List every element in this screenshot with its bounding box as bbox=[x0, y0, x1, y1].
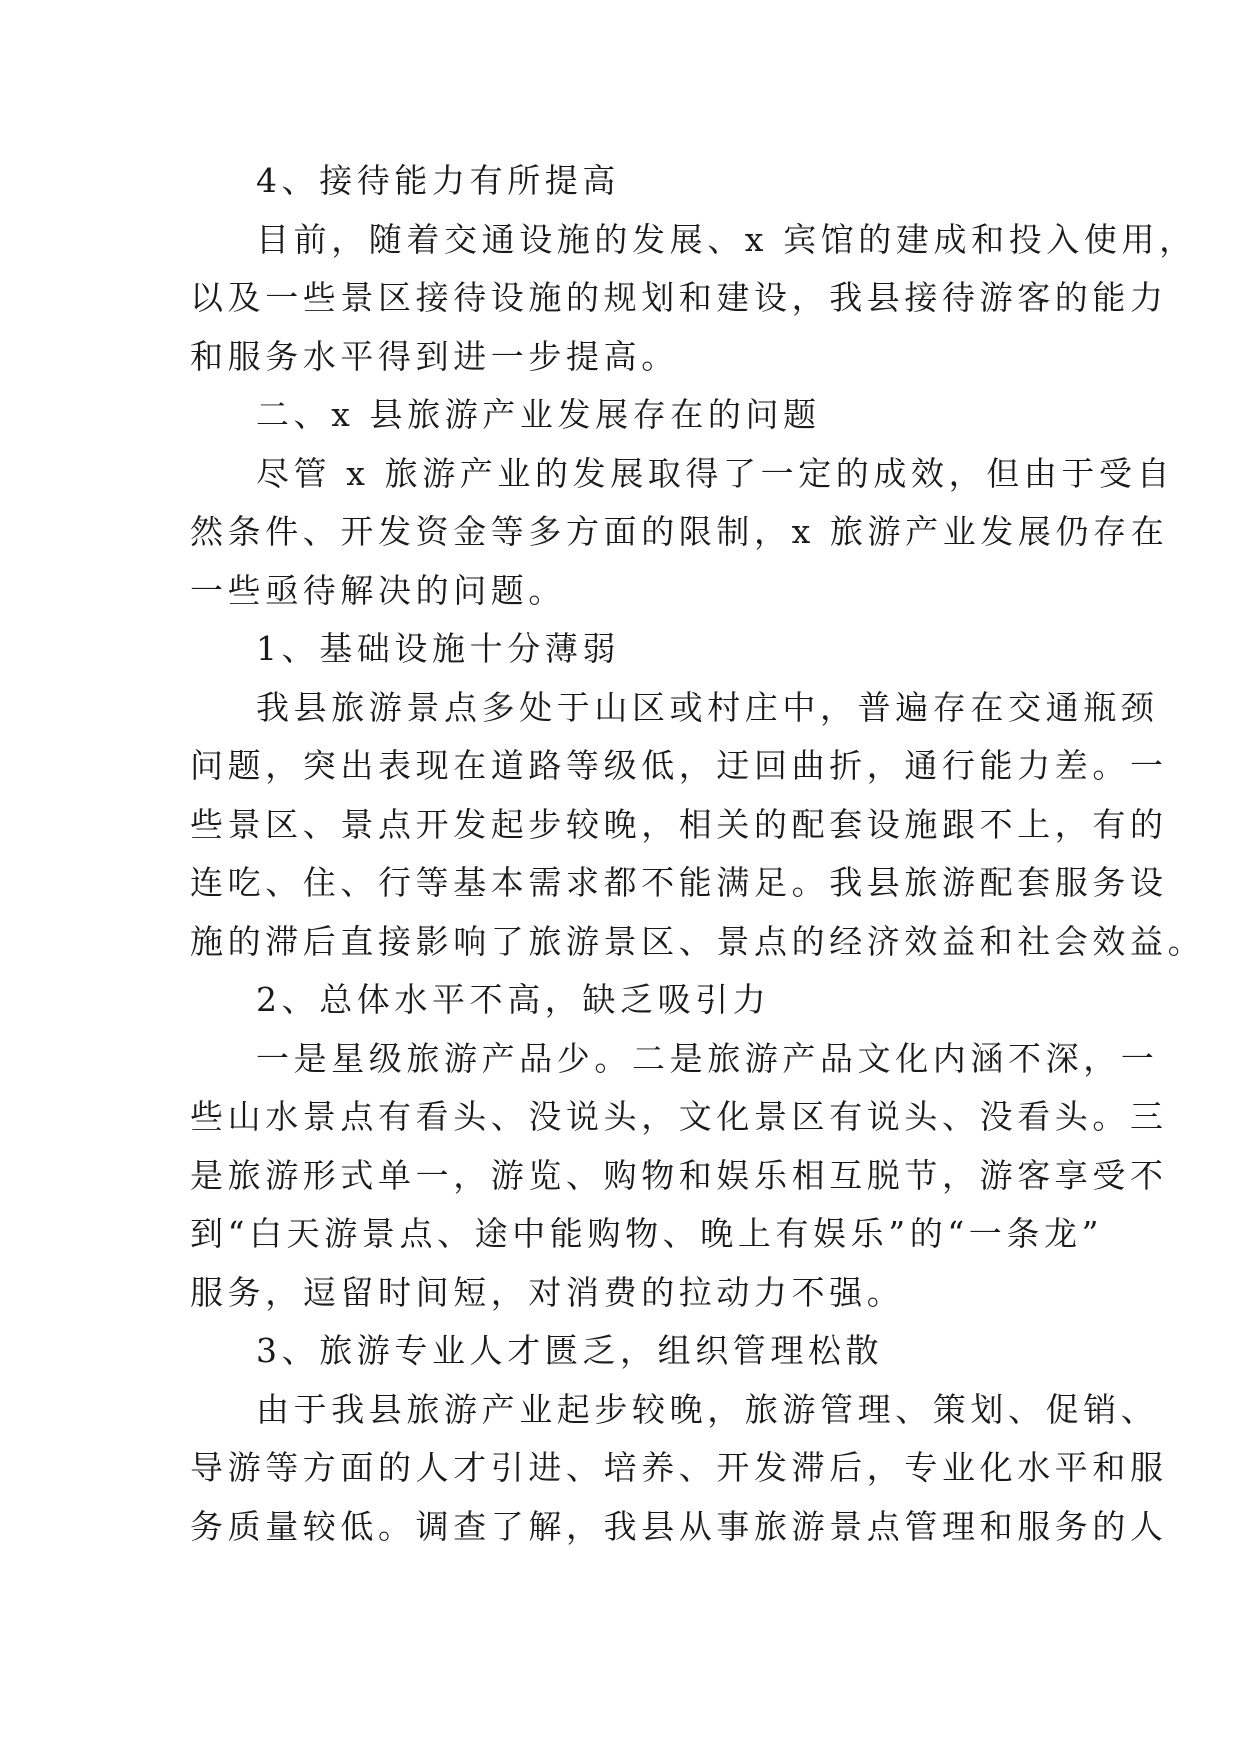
paragraph-line: 一是星级旅游产品少。二是旅游产品文化内涵不深，一 bbox=[256, 1038, 1159, 1078]
document-body bbox=[190, 152, 1206, 1556]
paragraph-line: 由于我县旅游产业起步较晚，旅游管理、策划、促销、 bbox=[256, 1389, 1159, 1429]
paragraph-line: 和服务水平得到进一步提高。 bbox=[190, 336, 679, 376]
paragraph-line: 是旅游形式单一，游览、购物和娱乐相互脱节，游客享受不 bbox=[190, 1155, 1168, 1195]
section-heading-infrastructure: 1、基础设施十分薄弱 bbox=[256, 629, 620, 668]
paragraph-line: 目前，随着交通设施的发展、x 宾馆的建成和投入使用， bbox=[256, 219, 1197, 259]
paragraph-line: 到“白天游景点、途中能购物、晚上有娱乐”的“一条龙” bbox=[190, 1214, 1104, 1253]
paragraph-line: 务质量较低。调查了解，我县从事旅游景点管理和服务的人 bbox=[190, 1506, 1168, 1546]
paragraph-line: 些山水景点有看头、没说头，文化景区有说头、没看头。三 bbox=[190, 1097, 1168, 1136]
paragraph-line: 我县旅游景点多处于山区或村庄中，普遍存在交通瓶颈 bbox=[256, 687, 1159, 727]
paragraph-line: 些景区、景点开发起步较晚，相关的配套设施跟不上，有的 bbox=[190, 804, 1168, 844]
section-heading-talent: 3、旅游专业人才匮乏，组织管理松散 bbox=[256, 1331, 884, 1370]
paragraph-line: 连吃、住、行等基本需求都不能满足。我县旅游配套服务设 bbox=[190, 863, 1168, 902]
paragraph-line: 尽管 x 旅游产业的发展取得了一定的成效，但由于受自 bbox=[256, 453, 1175, 493]
paragraph-line: 然条件、开发资金等多方面的限制，x 旅游产业发展仍存在 bbox=[190, 512, 1169, 551]
paragraph-line: 服务，逗留时间短，对消费的拉动力不强。 bbox=[190, 1272, 905, 1312]
section-heading-reception: 4、接待能力有所提高 bbox=[256, 161, 620, 200]
paragraph-line: 问题，突出表现在道路等级低，迂回曲折，通行能力差。一 bbox=[190, 746, 1168, 785]
paragraph-line: 以及一些景区接待设施的规划和建设，我县接待游客的能力 bbox=[190, 278, 1168, 317]
paragraph-line: 施的滞后直接影响了旅游景区、景点的经济效益和社会效益。 bbox=[190, 921, 1206, 961]
paragraph-line: 导游等方面的人才引进、培养、开发滞后，专业化水平和服 bbox=[190, 1448, 1168, 1487]
section-heading-attraction: 2、总体水平不高，缺乏吸引力 bbox=[256, 980, 771, 1019]
section-heading-problems: 二、x 县旅游产业发展存在的问题 bbox=[256, 395, 821, 434]
paragraph-line: 一些亟待解决的问题。 bbox=[190, 570, 566, 610]
